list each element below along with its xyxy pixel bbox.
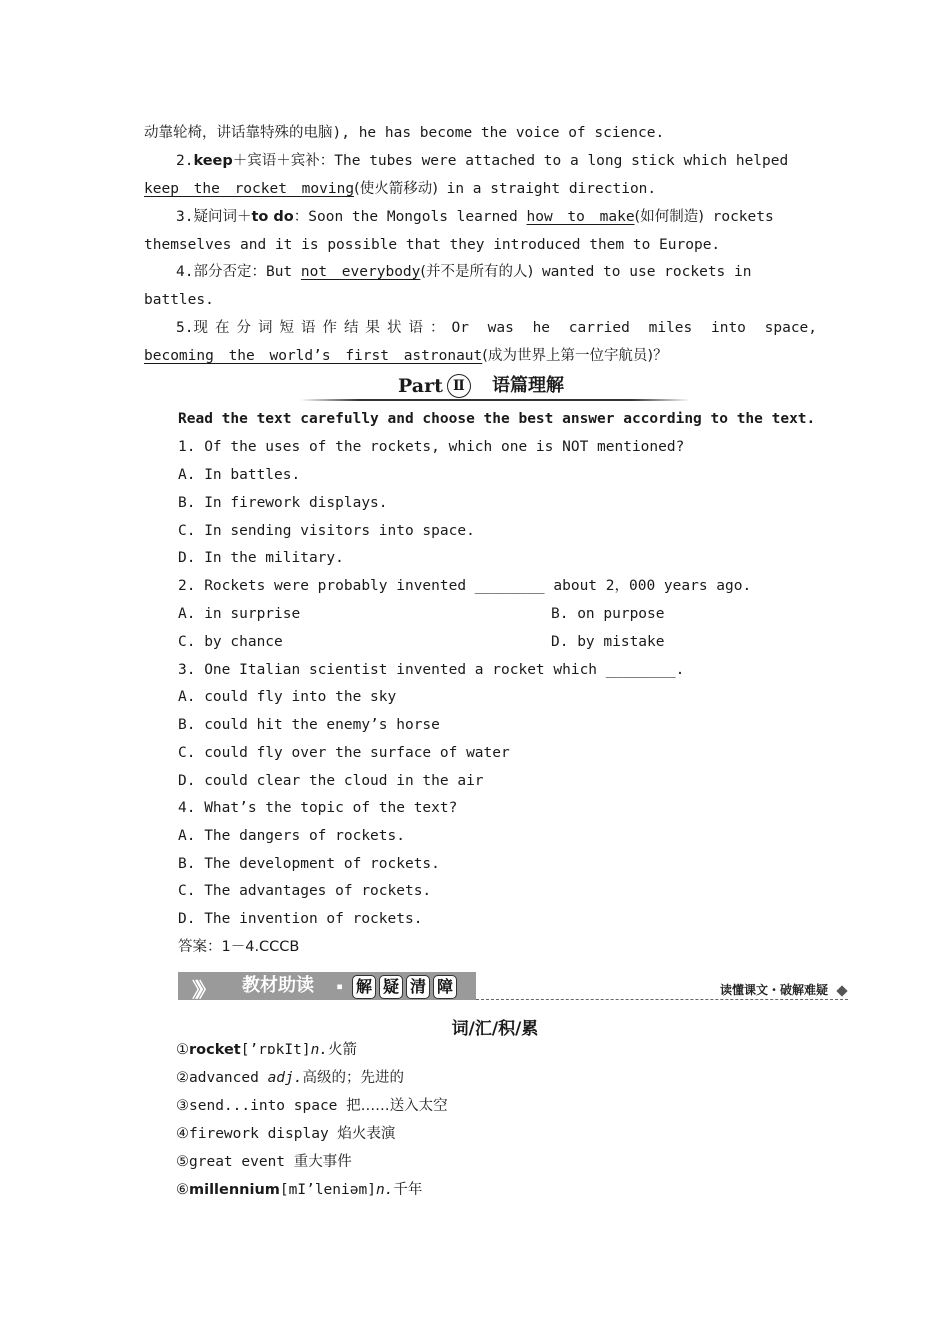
question-4: 4. What’s the topic of the text? bbox=[178, 800, 458, 816]
vocab-item-4: ④firework display 焰火表演 bbox=[176, 1126, 396, 1142]
banner-subtitle: 读懂课文・破解难疑 bbox=[719, 983, 828, 997]
question-2-option-c: C. by chance bbox=[178, 634, 283, 650]
section-banner bbox=[178, 972, 848, 1002]
question-3-option-a: A. could fly into the sky bbox=[178, 689, 397, 705]
part-2-header bbox=[300, 373, 690, 401]
question-1-option-d: D. In the military. bbox=[178, 550, 344, 566]
banner-title: 教材助读 bbox=[242, 975, 314, 996]
question-1-option-b: B. In firework displays. bbox=[178, 495, 388, 511]
point-3-line-2: themselves and it is possible that they introduced them to Europe. bbox=[144, 237, 721, 253]
vocab-item-2: ②advanced adj.高级的；先进的 bbox=[176, 1070, 404, 1086]
banner-box-4: 障 bbox=[433, 975, 457, 999]
vocab-title: 词/汇/积/累 bbox=[451, 1019, 539, 1039]
point-5-line-2: becoming the world’s first astronaut(成为世界上第一位宇航员)？ bbox=[144, 348, 668, 364]
question-1-option-c: C. In sending visitors into space. bbox=[178, 523, 475, 539]
diamond-icon bbox=[836, 985, 847, 996]
part-2-label: Part Ⅱ bbox=[398, 373, 471, 399]
question-2: 2. Rockets were probably invented ________ about 2，000 years ago. bbox=[178, 578, 752, 594]
banner-box-3: 清 bbox=[406, 975, 430, 999]
point-3-line-1: 3.疑问词＋to do：Soon the Mongols learned how to make(如何制造) rockets bbox=[176, 209, 774, 225]
question-2-option-a: A. in surprise bbox=[178, 606, 301, 622]
banner-dot: ▪ bbox=[336, 979, 344, 993]
point-4-line-1: 4.部分否定：But not everybody(并不是所有的人) wanted to use rockets in bbox=[176, 264, 752, 280]
vocab-item-5: ⑤great event 重大事件 bbox=[176, 1154, 352, 1170]
question-1: 1. Of the uses of the rockets, which one is NOT mentioned? bbox=[178, 439, 685, 455]
question-3: 3. One Italian scientist invented a rocket which ________. bbox=[178, 662, 685, 678]
point-2-underlined: keep the rocket moving bbox=[144, 181, 355, 197]
vocab-item-3: ③send...into space 把……送入太空 bbox=[176, 1098, 448, 1114]
question-4-option-b: B. The development of rockets. bbox=[178, 856, 440, 872]
point-4-line-2: battles. bbox=[144, 292, 214, 308]
vocab-item-1: ①rocket[’rɒkIt]n.火箭 bbox=[176, 1042, 358, 1058]
question-3-option-c: C. could fly over the surface of water bbox=[178, 745, 510, 761]
question-2-option-b: B. on purpose bbox=[551, 606, 665, 622]
point-2-line-2: keep the rocket moving(使火箭移动) in a straight direction. bbox=[144, 181, 657, 197]
question-1-option-a: A. In battles. bbox=[178, 467, 301, 483]
point-2-line-1: 2.keep＋宾语＋宾补：The tubes were attached to a long stick which helped bbox=[176, 153, 789, 169]
point-3-underlined: how to make bbox=[526, 209, 635, 225]
part-2-numeral: Ⅱ bbox=[447, 374, 471, 398]
question-3-option-d: D. could clear the cloud in the air bbox=[178, 773, 484, 789]
answer-key: 答案：1－4.CCCB bbox=[178, 939, 300, 955]
banner-dashed-rule bbox=[476, 999, 848, 1000]
intro-line-1: 动靠轮椅，讲话靠特殊的电脑), he has become the voice of science. bbox=[144, 125, 665, 141]
point-5-line-1: 5.现在分词短语作结果状语：Or was he carried miles into space, bbox=[176, 320, 818, 336]
banner-box-1: 解 bbox=[352, 975, 376, 999]
question-2-option-d: D. by mistake bbox=[551, 634, 665, 650]
point-4-underlined: not everybody bbox=[300, 264, 421, 280]
part-2-title: 语篇理解 bbox=[492, 375, 564, 396]
question-4-option-c: C. The advantages of rockets. bbox=[178, 883, 432, 899]
question-4-option-a: A. The dangers of rockets. bbox=[178, 828, 405, 844]
question-3-option-b: B. could hit the enemy’s horse bbox=[178, 717, 440, 733]
point-5-underlined: becoming the world’s first astronaut bbox=[144, 348, 483, 364]
part-2-rule bbox=[300, 399, 690, 401]
vocab-item-6: ⑥millennium[mI’leniəm]n.千年 bbox=[176, 1182, 423, 1198]
double-chevron-icon: 》》 bbox=[192, 978, 210, 1002]
banner-boxes bbox=[352, 975, 460, 999]
reading-instruction: Read the text carefully and choose the best answer according to the text. bbox=[178, 411, 816, 427]
banner-box-2: 疑 bbox=[379, 975, 403, 999]
question-4-option-d: D. The invention of rockets. bbox=[178, 911, 423, 927]
